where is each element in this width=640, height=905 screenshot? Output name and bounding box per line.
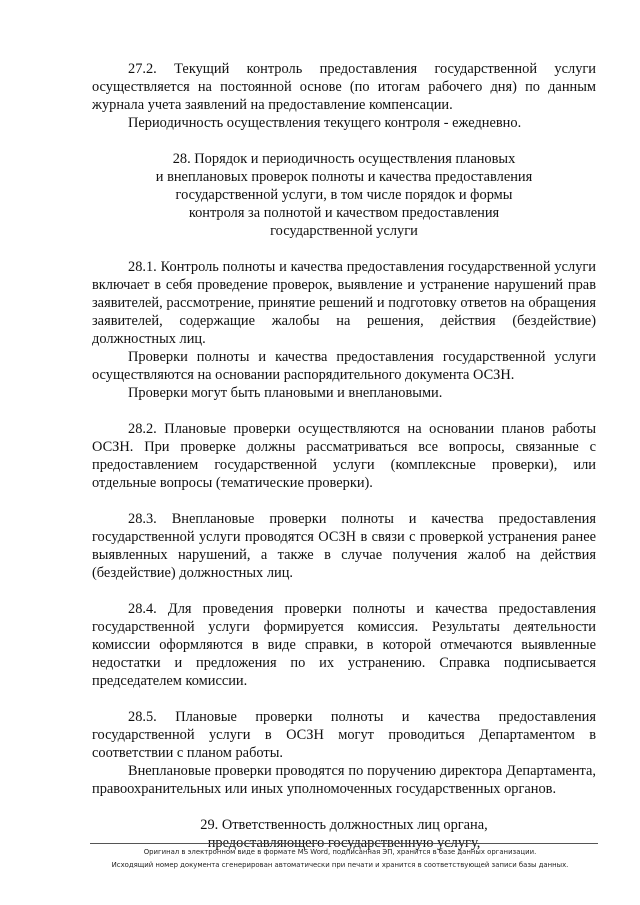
heading-line: 28. Порядок и периодичность осуществления плановых — [172, 151, 516, 167]
heading-line: государственной услуги — [270, 223, 418, 239]
document-body — [92, 60, 596, 852]
paragraph: 28.3. Внеплановые проверки полноты и качества предоставления государственной услуги проводятся ОСЗН в связи с проверкой устранения ранее выявленных нарушений, а также в случае получения жалоб на действия (бездействие) должностных лиц. — [92, 511, 596, 581]
paragraph: Проверки полноты и качества предоставления государственной услуги осуществляются на основании распорядительного документа ОСЗН. — [92, 349, 596, 383]
paragraph: 28.2. Плановые проверки осуществляются на основании планов работы ОСЗН. При проверке должны рассматриваться все вопросы, связанные с предоставлением государственной услуги (комплексные проверки), или отдельные вопросы (тематические проверки). — [92, 421, 596, 491]
paragraph: 27.2. Текущий контроль предоставления государственной услуги осуществляется на постоянной основе (по итогам рабочего дня) по данным журнала учета заявлений на предоставление компенсации. — [92, 61, 596, 113]
paragraph: Внеплановые проверки проводятся по поручению директора Департамента, правоохранительных или иных уполномоченных государственных органов. — [92, 763, 596, 797]
heading-line: 29. Ответственность должностных лиц органа, — [200, 817, 488, 833]
footer-divider — [90, 843, 598, 844]
heading-line: контроля за полнотой и качеством предоставления — [188, 205, 500, 221]
paragraph: Проверки могут быть плановыми и внеплановыми. — [128, 385, 443, 401]
page-footer — [60, 846, 620, 872]
paragraph: Периодичность осуществления текущего контроля - ежедневно. — [128, 115, 522, 131]
paragraph: 28.4. Для проведения проверки полноты и качества предоставления государственной услуги формируется комиссия. Результаты деятельности комиссии оформляются в виде справки, в которой отмечаются выявленные недостатки и предложения по их устранению. Справка подписывается председателем комиссии. — [92, 601, 596, 689]
section-heading — [92, 150, 596, 240]
paragraph: 28.5. Плановые проверки полноты и качества предоставления государственной услуги в ОСЗН могут проводиться Департаментом в соответствии с планом работы. — [92, 709, 596, 761]
heading-line: государственной услуги, в том числе порядок и формы — [175, 187, 513, 203]
heading-line: предоставляющего государственную услугу, — [207, 835, 481, 851]
footer-line-2: Исходящий номер документа сгенерирован автоматически при печати и хранится в соответствующей записи базы данных. — [111, 861, 569, 869]
paragraph: 28.1. Контроль полноты и качества предоставления государственной услуги включает в себя проведение проверок, выявление и устранение нарушений прав заявителей, рассмотрение, принятие решений и подготовку ответов на обращения заявителей, содержащие жалобы на решения, действия (бездействие) должностных лиц. — [92, 259, 596, 347]
footer-line-1: Оригинал в электронном виде в формате MS Word, подписанная ЭП, хранится в базе данных организации. — [143, 848, 537, 856]
heading-line: и внеплановых проверок полноты и качества предоставления — [155, 169, 533, 185]
